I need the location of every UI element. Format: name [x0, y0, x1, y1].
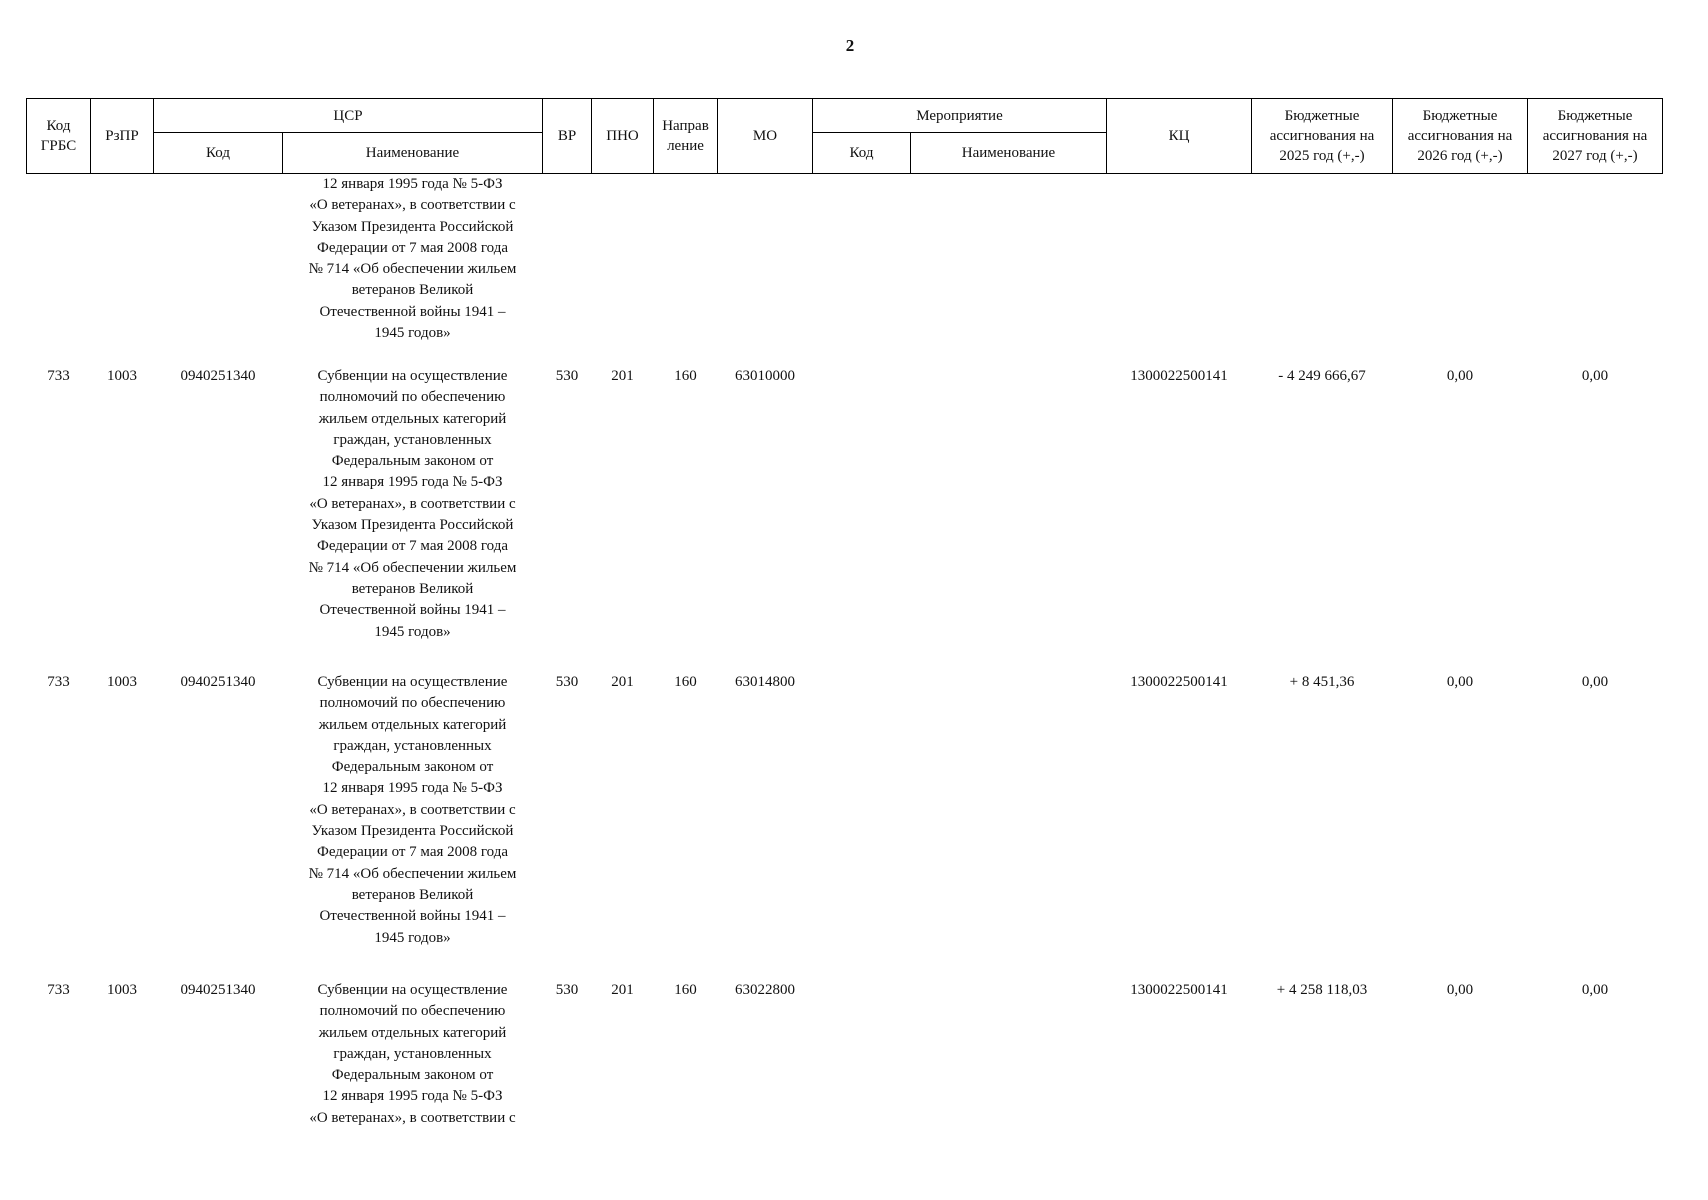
- cell-mo: 63014800: [735, 674, 795, 690]
- name-line: Указом Президента Российской: [311, 823, 514, 840]
- cell-mer-name: [911, 980, 1107, 1150]
- name-line: жильем отдельных категорий: [318, 410, 507, 427]
- cell-csr-kod: 0940251340: [180, 368, 256, 384]
- cell-pno: 201: [611, 368, 634, 384]
- cell-budget-2027: 0,00: [1581, 674, 1609, 690]
- name-line: Субвенции на осуществление: [317, 674, 508, 690]
- cell-budget-2027: 0,00: [1581, 982, 1609, 998]
- name-line: полномочий по обеспечению: [319, 695, 506, 712]
- name-line: ветеранов Великой: [351, 282, 474, 299]
- name-line: Отечественной войны 1941 –: [319, 602, 506, 619]
- header-budget-2025: Бюджетные ассигнования на 2025 год (+,-): [1252, 99, 1393, 174]
- cell-pno: 201: [611, 982, 634, 998]
- name-line: жильем отдельных категорий: [318, 1024, 507, 1041]
- cell-mer-kod: [813, 672, 911, 980]
- header-budget-2026: Бюджетные ассигнования на 2026 год (+,-): [1393, 99, 1528, 174]
- name-line: «О ветеранах», в соответствии с: [309, 197, 516, 214]
- header-budget-2027: Бюджетные ассигнования на 2027 год (+,-): [1528, 99, 1663, 174]
- table-row-continuation: [27, 174, 1663, 367]
- cell-mo: 63010000: [735, 368, 795, 384]
- cell-vr: 530: [555, 368, 579, 384]
- name-line: «О ветеранах», в соответствии с: [309, 801, 516, 818]
- name-line: граждан, установленных: [333, 431, 492, 448]
- cell-csr-name: [283, 980, 543, 1150]
- cell-kc: 1300022500141: [1130, 982, 1228, 998]
- name-line: жильем отдельных категорий: [318, 716, 507, 733]
- table-header: [27, 99, 1663, 174]
- name-line: Федерации от 7 мая 2008 года: [316, 538, 509, 555]
- name-line: № 714 «Об обеспечении жильем: [308, 261, 517, 278]
- header-mo: МО: [718, 99, 813, 174]
- header-napravlenie: Направ ление: [654, 99, 718, 174]
- cell-budget-2026: 0,00: [1446, 368, 1474, 384]
- header-mer-name: Наименование: [911, 133, 1107, 174]
- name-line: Указом Президента Российской: [311, 218, 514, 235]
- cell-kc: 1300022500141: [1130, 368, 1228, 384]
- cell-mer-kod: [813, 366, 911, 672]
- cell-mer-kod: [813, 980, 911, 1150]
- name-line: 12 января 1995 года № 5-ФЗ: [322, 176, 503, 192]
- cell-csr-kod: 0940251340: [180, 674, 256, 690]
- cell-mer-name: [911, 366, 1107, 672]
- cell-grbs: 733: [47, 982, 70, 998]
- cell-budget-2026: 0,00: [1446, 674, 1474, 690]
- cell-vr: 530: [555, 674, 579, 690]
- cell-vr: 530: [555, 982, 579, 998]
- cell-budget-2025: + 4 258 118,03: [1276, 982, 1368, 998]
- name-line: ветеранов Великой: [351, 886, 474, 903]
- cell-csr-name: [283, 672, 543, 980]
- header-csr-name: Наименование: [283, 133, 543, 174]
- table-row: [27, 980, 1663, 1150]
- header-csr-kod: Код: [154, 133, 283, 174]
- name-line: Федеральным законом от: [331, 453, 494, 470]
- name-line: «О ветеранах», в соответствии с: [309, 495, 516, 512]
- table-row: [27, 366, 1663, 672]
- cell-grbs: 733: [47, 368, 70, 384]
- cell-rzpr: 1003: [107, 982, 137, 998]
- cell-pno: 201: [611, 674, 634, 690]
- name-line: Указом Президента Российской: [311, 517, 514, 534]
- name-line: Федерации от 7 мая 2008 года: [316, 844, 509, 861]
- cell-napravlenie: 160: [674, 674, 697, 690]
- name-line: Федерации от 7 мая 2008 года: [316, 239, 509, 256]
- table-row: [27, 672, 1663, 980]
- name-line: полномочий по обеспечению: [319, 389, 506, 406]
- header-csr: ЦСР: [154, 99, 543, 133]
- header-rzpr: РзПР: [91, 99, 154, 174]
- name-line: 12 января 1995 года № 5-ФЗ: [322, 474, 503, 491]
- table-body: [27, 174, 1663, 1151]
- name-line: Субвенции на осуществление: [317, 982, 508, 998]
- header-kod-grbs: Код ГРБС: [27, 99, 91, 174]
- cell-grbs: 733: [47, 674, 70, 690]
- name-line: 1945 годов»: [374, 623, 451, 640]
- cell-rzpr: 1003: [107, 368, 137, 384]
- header-mer-kod: Код: [813, 133, 911, 174]
- cell-budget-2027: 0,00: [1581, 368, 1609, 384]
- name-line: Отечественной войны 1941 –: [319, 303, 506, 320]
- name-line: полномочий по обеспечению: [319, 1003, 506, 1020]
- name-line: граждан, установленных: [333, 737, 492, 754]
- name-line: № 714 «Об обеспечении жильем: [308, 559, 517, 576]
- name-line: «О ветеранах», в соответствии с: [309, 1109, 516, 1126]
- cell-kc: 1300022500141: [1130, 674, 1228, 690]
- page-number: 2: [845, 36, 855, 55]
- cell-napravlenie: 160: [674, 982, 697, 998]
- name-line: ветеранов Великой: [351, 580, 474, 597]
- name-line: Федеральным законом от: [331, 1067, 494, 1084]
- cell-rzpr: 1003: [107, 674, 137, 690]
- header-pno: ПНО: [592, 99, 654, 174]
- header-meropriyatie: Мероприятие: [813, 99, 1107, 133]
- cell-csr-name: [283, 366, 543, 672]
- name-line: Субвенции на осуществление: [317, 368, 508, 384]
- cell-budget-2025: - 4 249 666,67: [1278, 368, 1366, 384]
- header-vr: ВР: [543, 99, 592, 174]
- cell-name-continuation: [283, 174, 543, 367]
- cell-napravlenie: 160: [674, 368, 697, 384]
- header-kc: КЦ: [1107, 99, 1252, 174]
- name-line: № 714 «Об обеспечении жильем: [308, 865, 517, 882]
- budget-table: [26, 98, 1663, 1150]
- cell-mo: 63022800: [735, 982, 795, 998]
- cell-budget-2025: + 8 451,36: [1289, 674, 1355, 690]
- name-line: граждан, установленных: [333, 1045, 492, 1062]
- name-line: Федеральным законом от: [331, 759, 494, 776]
- cell-mer-name: [911, 672, 1107, 980]
- name-line: 12 января 1995 года № 5-ФЗ: [322, 780, 503, 797]
- name-line: 12 января 1995 года № 5-ФЗ: [322, 1088, 503, 1105]
- name-line: 1945 годов»: [374, 325, 451, 342]
- cell-budget-2026: 0,00: [1446, 982, 1474, 998]
- name-line: Отечественной войны 1941 –: [319, 908, 506, 925]
- name-line: 1945 годов»: [374, 929, 451, 946]
- cell-csr-kod: 0940251340: [180, 982, 256, 998]
